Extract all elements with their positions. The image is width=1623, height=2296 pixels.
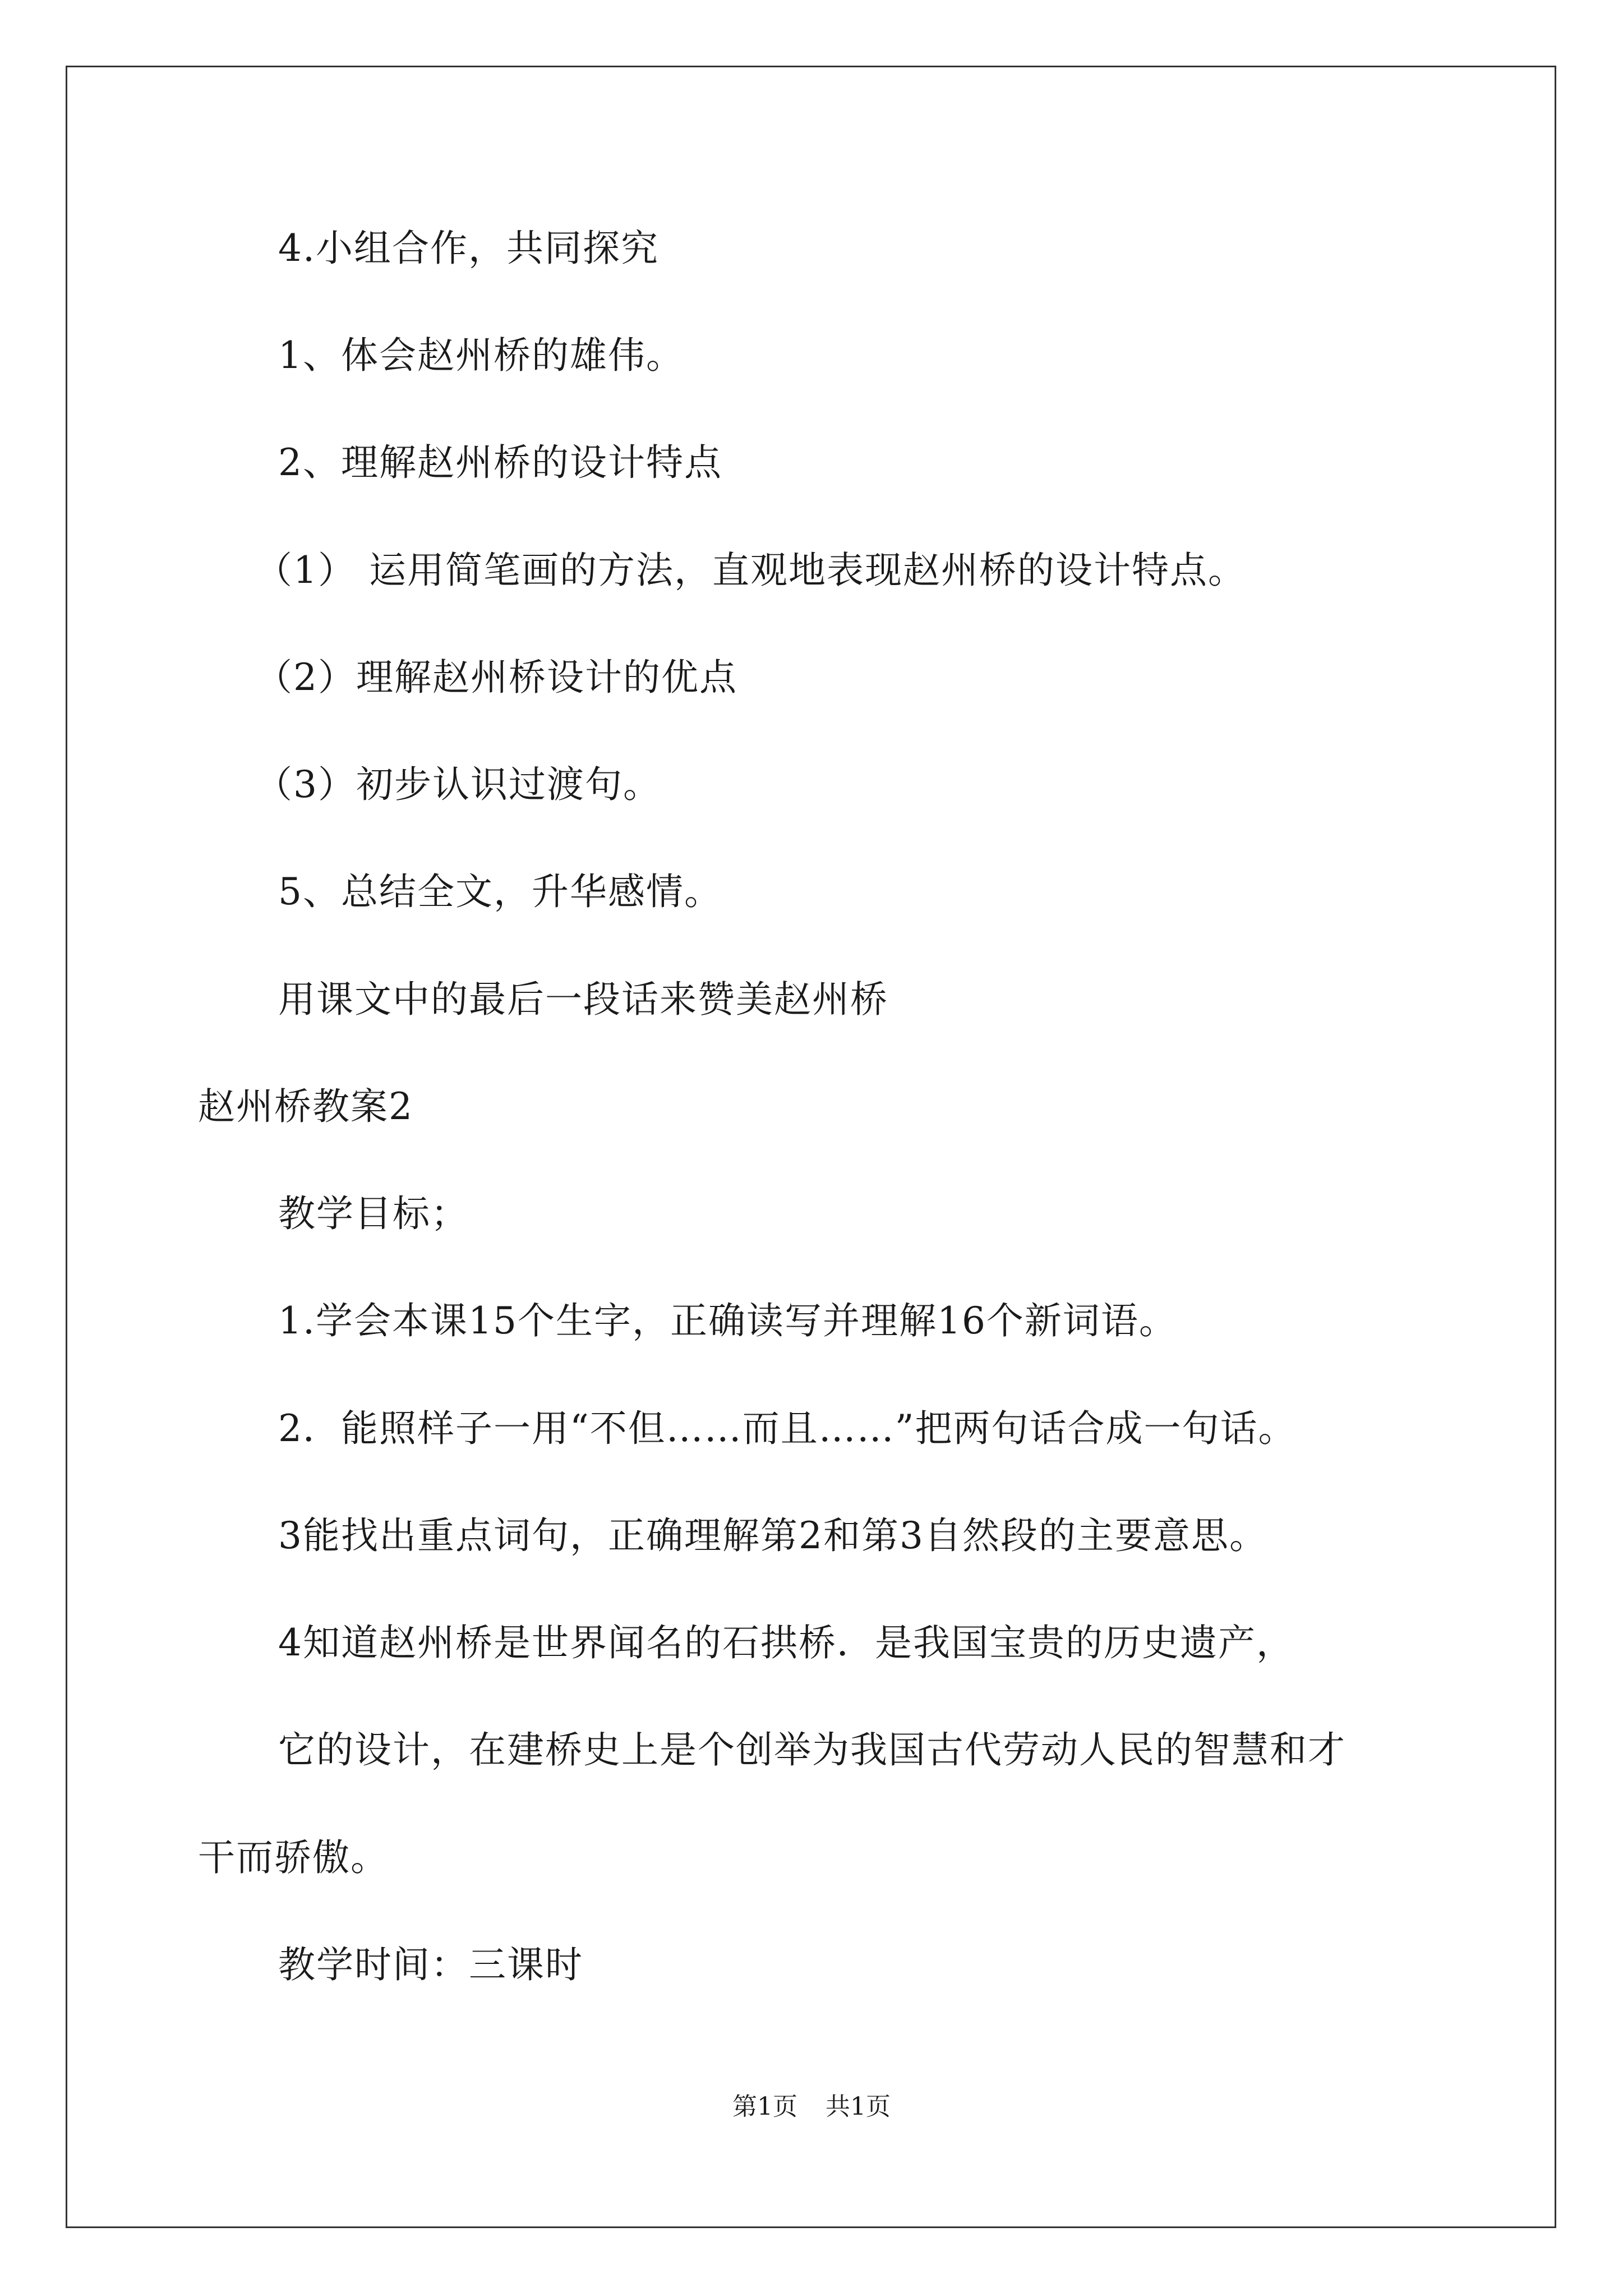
list-item: 1、体会赵州桥的雄伟。 [278,334,684,377]
page-footer [0,2091,1623,2123]
list-item: 2、理解赵州桥的设计特点 [278,441,722,484]
list-item: 4知道赵州桥是世界闻名的石拱桥．是我国宝贵的历史遗产， [278,1621,1294,1664]
list-item: （2）理解赵州桥设计的优点 [255,656,737,699]
page-total: 共1页 [826,2092,891,2121]
list-item: 4.小组合作，共同探究 [278,227,659,270]
page-border [66,66,1556,2228]
list-item: （3）初步认识过渡句。 [255,763,661,806]
list-item: 1.学会本课15个生字，正确读写并理解16个新词语。 [278,1299,1177,1342]
paragraph-continuation: 干而骄傲。 [198,1836,389,1879]
paragraph: 用课文中的最后一段话来赞美赵州桥 [278,978,888,1021]
paragraph: 教学时间：三课时 [278,1943,583,1986]
list-item: 5、总结全文，升华感情。 [278,870,722,913]
list-item: 3能找出重点词句，正确理解第2和第3自然段的主要意思。 [278,1514,1267,1557]
paragraph: 它的设计，在建桥史上是个创举为我国古代劳动人民的智慧和才 [278,1728,1346,1772]
page-number: 第1页 [732,2092,797,2121]
list-item: 2．能照样子一用“不但……而且……”把两句话合成一句话。 [278,1407,1297,1450]
subheading: 教学目标； [278,1192,469,1235]
list-item: （1） 运用简笔画的方法，直观地表现赵州桥的设计特点。 [255,549,1246,592]
section-heading: 赵州桥教案2 [198,1085,413,1128]
